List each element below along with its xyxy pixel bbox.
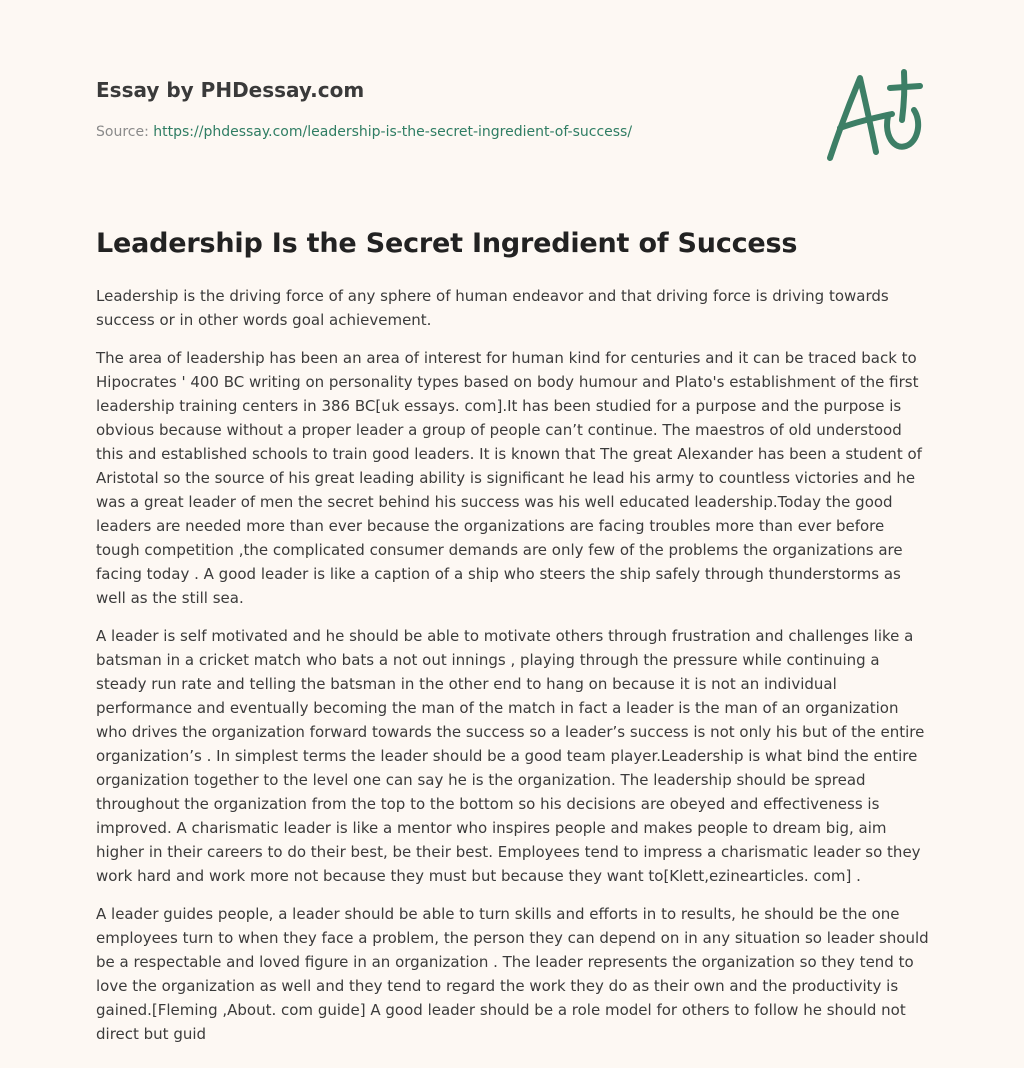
- essay-paragraph: A leader is self motivated and he should be able to motivate others through frustration and challenges like a batsman in a cricket match who bats a not out innings , playing through the pressure while continuing a steady run rate and telling the batsman in the other end to hang on because it is not an individual performance and eventually becoming the man of the match in fact a leader is the man of an organization who drives the organization forward towards the success so a leader’s success is not only his but of the entire organization’s . In simplest terms the leader should be a good team player.Leadership is what bind the entire organization together to the level one can say he is the organization. The leadership should be spread throughout the organization from the top to the bottom so his decisions are obeyed and effectiveness is improved. A charismatic leader is like a mentor who inspires people and makes people to dream big, aim higher in their careers to do their best, be their best. Employees tend to impress a charismatic leader so they work hard and work more not because they must but because they want to[Klett,ezinearticles. com] .: [96, 627, 925, 885]
- essay-paragraph: A leader guides people, a leader should be able to turn skills and efforts in to results, he should be the one employees turn to when they face a problem, the person they can depend on in any situation so leader should be a respectable and loved figure in an organization . The leader represents the organization so they tend to love the organization as well and they tend to regard the work they do as their own and the productivity is gained.[Fleming ,About. com guide] A good leader should be a role model for others to follow he should not direct but guid: [96, 905, 929, 1043]
- essay-body: [96, 284, 930, 1060]
- source-link[interactable]: https://phdessay.com/leadership-is-the-secret-ingredient-of-success/: [153, 124, 633, 140]
- essay-paragraph: Leadership is the driving force of any sphere of human endeavor and that driving force is driving towards success or in other words goal achievement.: [96, 287, 889, 329]
- essay-title: Leadership Is the Secret Ingredient of Success: [96, 228, 798, 259]
- source-label: Source:: [96, 124, 149, 140]
- source-line: [96, 124, 632, 140]
- a-plus-grade-icon: [818, 66, 930, 166]
- site-brand: Essay by PHDessay.com: [96, 78, 365, 102]
- essay-paragraph: The area of leadership has been an area of interest for human kind for centuries and it can be traced back to Hipocrates ' 400 BC writing on personality types based on body humour and Plato's establishment of the first leadership training centers in 386 BC[uk essays. com].It has been studied for a purpose and the purpose is obvious because without a proper leader a group of people can’t continue. The maestros of old understood this and established schools to train good leaders. It is known that The great Alexander has been a student of Aristotal so the source of his great leading ability is significant he lead his army to countless victories and he was a great leader of men the secret behind his success was his well educated leadership.Today the good leaders are needed more than ever because the organizations are facing troubles more than ever before tough competition ,the complicated consumer demands are only few of the problems the organizations are facing today . A good leader is like a caption of a ship who steers the ship safely through thunderstorms as well as the still sea.: [96, 349, 922, 607]
